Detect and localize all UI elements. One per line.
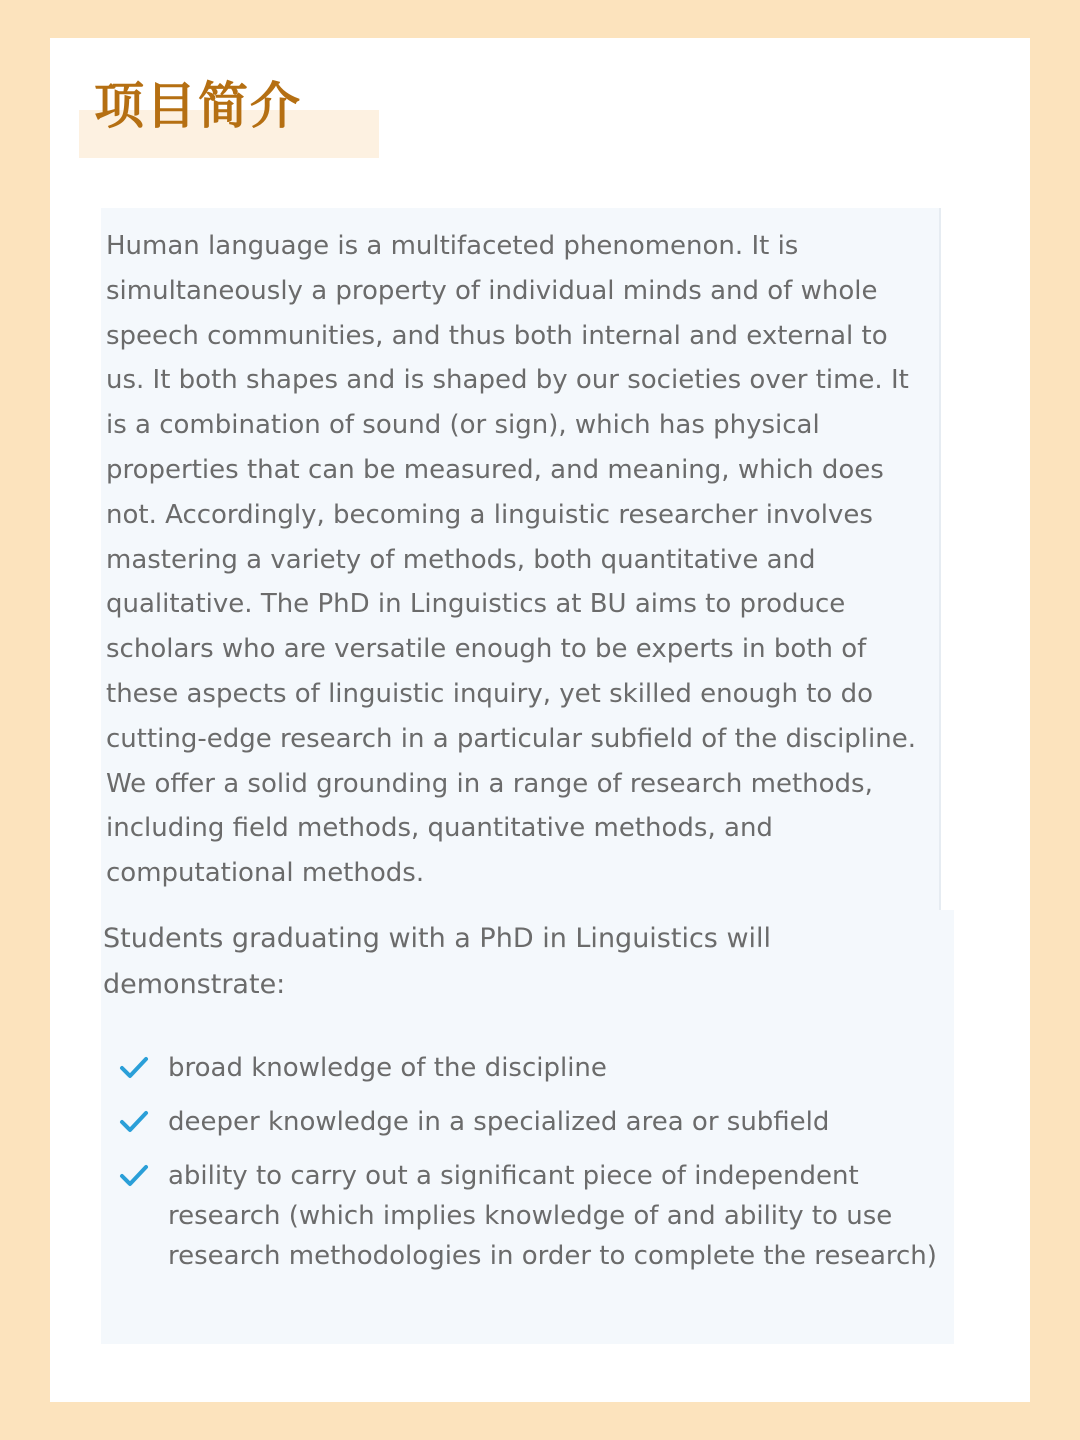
check-icon [119, 1164, 149, 1188]
list-item-text: ability to carry out a significant piece of independent research (which implies knowledge of and ability to use research methodologies in order to complete the research) [168, 1161, 937, 1271]
list-item-text: deeper knowledge in a specialized area or subfield [168, 1107, 830, 1137]
check-icon [119, 1110, 149, 1134]
intro-panel [101, 208, 941, 910]
content-card [50, 38, 1030, 1402]
list-item [101, 1102, 954, 1142]
list-item [101, 1048, 954, 1088]
outcomes-lead: Students graduating with a PhD in Linguistics will demonstrate: [103, 923, 772, 1000]
outcomes-list [101, 1048, 954, 1290]
intro-paragraph: Human language is a multifaceted phenomenon. It is simultaneously a property of individual minds and of whole speech communities, and thus both internal and external to us. It both shapes and is shaped by our societies over time. It is a combination of sound (or sign), which has physical properties that can be measured, and meaning, which does not. Accordingly, becoming a linguistic researcher involves mastering a variety of methods, both quantitative and qualitative. The PhD in Linguistics at BU aims to produce scholars who are versatile enough to be experts in both of these aspects of linguistic inquiry, yet skilled enough to do cutting-edge research in a particular subfield of the discipline. We offer a solid grounding in a range of research methods, including field methods, quantitative methods, and computational methods. [106, 231, 916, 889]
outcomes-panel [101, 910, 954, 1344]
list-item [101, 1156, 954, 1276]
check-icon [119, 1056, 149, 1080]
page-title: 项目简介 [94, 77, 302, 135]
list-item-text: broad knowledge of the discipline [168, 1053, 607, 1083]
